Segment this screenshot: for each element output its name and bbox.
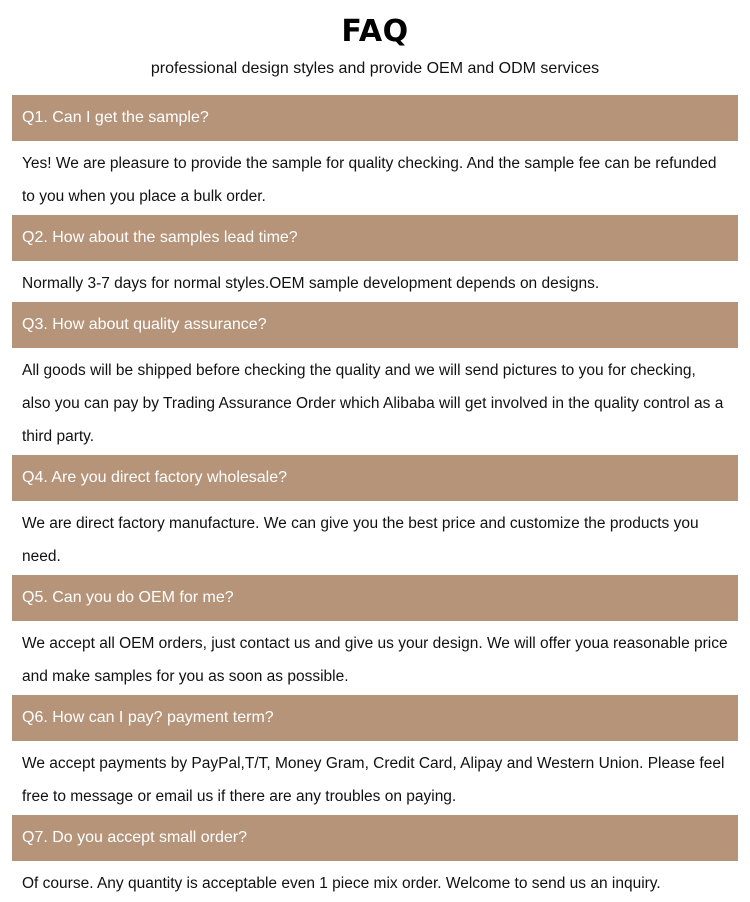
faq-item-1 [12,95,738,215]
answer-text: Of course. Any quantity is acceptable even 1 piece mix order. Welcome to send us an inquiry. [22,875,661,892]
question-text: Q5. Can you do OEM for me? [22,589,234,606]
question-text: Q7. Do you accept small order? [22,829,247,846]
answer-text: Normally 3-7 days for normal styles.OEM sample development depends on designs. [22,275,600,292]
faq-item-5 [12,575,738,695]
question-bar [12,815,738,861]
answer-text: We accept all OEM orders, just contact us and give us your design. We will offer youa reasonable price and make samples for you as soon as possible. [22,635,728,685]
question-bar [12,302,738,348]
question-bar [12,695,738,741]
faq-item-7 [12,815,738,902]
question-text: Q4. Are you direct factory wholesale? [22,469,288,486]
faq-item-4 [12,455,738,575]
answer-text: Yes! We are pleasure to provide the sample for quality checking. And the sample fee can be refunded to you when you place a bulk order. [22,155,717,205]
faq-item-3 [12,302,738,455]
question-text: Q3. How about quality assurance? [22,316,267,333]
faq-title: FAQ [341,14,409,49]
faq-item-6 [12,695,738,815]
answer-text: We accept payments by PayPal,T/T, Money Gram, Credit Card, Alipay and Western Union. Please feel free to message or email us if there are any troubles on paying. [22,755,725,805]
question-text: Q6. How can I pay? payment term? [22,709,274,726]
faq-list [12,95,738,902]
answer-text: All goods will be shipped before checking the quality and we will send pictures to you for checking, also you can pay by Trading Assurance Order which Alibaba will get involved in the quality control as a third party. [22,362,724,445]
answer-text: We are direct factory manufacture. We can give you the best price and customize the products you need. [22,515,699,565]
faq-subtitle: professional design styles and provide OEM and ODM services [150,60,600,77]
question-bar [12,95,738,141]
question-text: Q1. Can I get the sample? [22,109,209,126]
question-bar [12,455,738,501]
question-bar [12,215,738,261]
question-text: Q2. How about the samples lead time? [22,229,298,246]
faq-item-2 [12,215,738,302]
question-bar [12,575,738,621]
